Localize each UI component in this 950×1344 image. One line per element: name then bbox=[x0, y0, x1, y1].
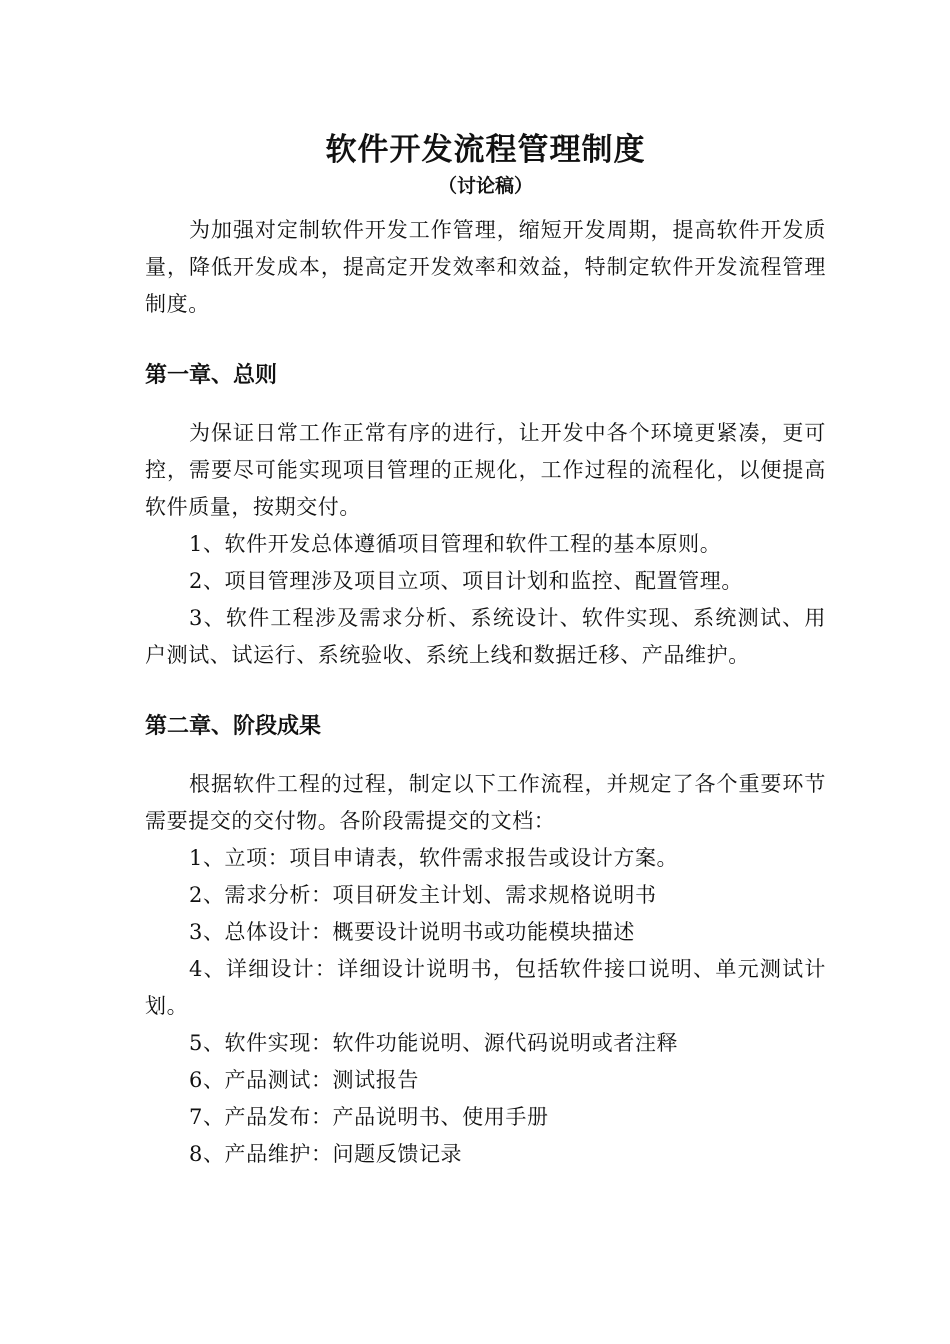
chapter2-item-8: 8、产品维护：问题反馈记录 bbox=[189, 1142, 463, 1166]
chapter1-item-3: 3、软件工程涉及需求分析、系统设计、软件实现、系统测试、用户测试、试运行、系统验收、系统上线和数据迁移、产品维护。 bbox=[145, 606, 826, 667]
chapter2-item-6: 6、产品测试：测试报告 bbox=[189, 1068, 419, 1092]
chapter1-item-1: 1、软件开发总体遵循项目管理和软件工程的基本原则。 bbox=[189, 532, 722, 556]
chapter2-item-4: 4、详细设计：详细设计说明书，包括软件接口说明、单元测试计划。 bbox=[145, 957, 826, 1018]
chapter2-item-3: 3、总体设计：概要设计说明书或功能模块描述 bbox=[189, 920, 635, 944]
chapter1-item-2: 2、项目管理涉及项目立项、项目计划和监控、配置管理。 bbox=[189, 569, 743, 593]
chapter2-item-5: 5、软件实现：软件功能说明、源代码说明或者注释 bbox=[189, 1031, 679, 1055]
chapter2-item-2: 2、需求分析：项目研发主计划、需求规格说明书 bbox=[189, 883, 657, 907]
chapter1-paragraph: 为保证日常工作正常有序的进行，让开发中各个环境更紧凑，更可控，需要尽可能实现项目管理的正规化，工作过程的流程化，以便提高软件质量，按期交付。 bbox=[145, 421, 826, 519]
chapter2-paragraph: 根据软件工程的过程，制定以下工作流程，并规定了各个重要环节需要提交的交付物。各阶段需提交的文档： bbox=[145, 772, 826, 833]
intro-paragraph: 为加强对定制软件开发工作管理，缩短开发周期，提高软件开发质量，降低开发成本，提高定开发效率和效益，特制定软件开发流程管理制度。 bbox=[145, 218, 826, 316]
chapter2-heading: 第二章、阶段成果 bbox=[145, 714, 322, 739]
chapter2-item-7: 7、产品发布：产品说明书、使用手册 bbox=[189, 1105, 549, 1129]
chapter1-heading: 第一章、总则 bbox=[145, 363, 278, 388]
document-title: 软件开发流程管理制度 bbox=[325, 132, 646, 168]
document-subtitle: （讨论稿） bbox=[437, 175, 533, 197]
chapter2-item-1: 1、立项：项目申请表，软件需求报告或设计方案。 bbox=[189, 846, 679, 870]
